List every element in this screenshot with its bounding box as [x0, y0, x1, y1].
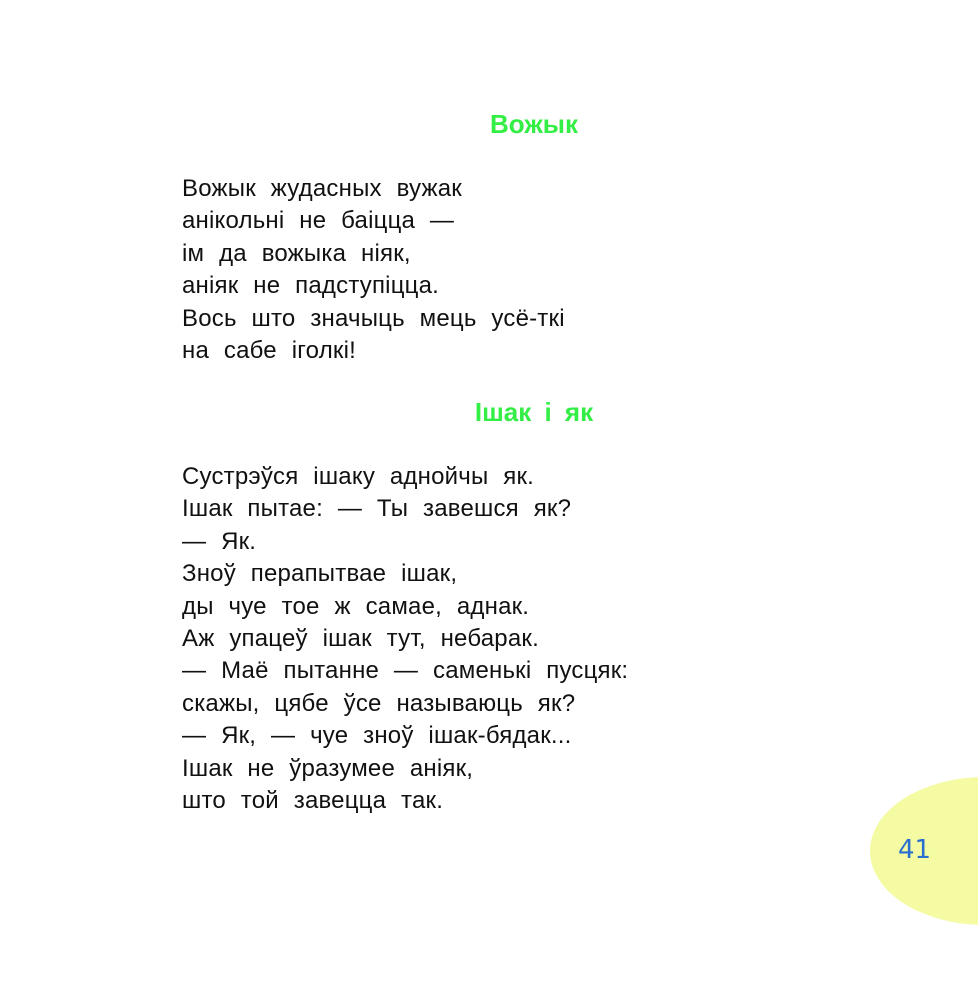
- poem-line: Зноў перапытвае ішак,: [182, 560, 458, 588]
- poem-line: што той завецца так.: [182, 786, 444, 814]
- poem-line: аніяк не падступіцца.: [182, 272, 440, 300]
- poem-line: Вожык жудасных вужак: [182, 175, 463, 202]
- poem-title-ishak-i-yak: Ішак і як: [474, 397, 594, 427]
- poem-line: Вось што значыць мець усё-ткі: [182, 304, 565, 332]
- poem-line: — Як, — чуе зноў ішак-бядак...: [182, 722, 572, 750]
- poem-body-ishak-i-yak: [182, 461, 628, 817]
- poem-line: Ішак не ўразумее аніяк,: [182, 754, 474, 782]
- poem-line: — Як.: [182, 527, 257, 555]
- poem-line: ды чуе тое ж самае, аднак.: [182, 592, 530, 620]
- poem-line: — Маё пытанне — саменькі пусцяк:: [182, 657, 629, 685]
- page-number: 41: [898, 835, 932, 865]
- poem-line: анікольні не баіцца —: [182, 207, 455, 235]
- poem-body-vozhyk: [182, 173, 565, 367]
- poem-line: скажы, цябе ўсе называюць як?: [182, 689, 576, 717]
- poem-line: Аж упацеў ішак тут, небарак.: [182, 624, 539, 652]
- poem-line: ім да вожыка ніяк,: [182, 239, 411, 267]
- poem-line: Сустрэўся ішаку аднойчы як.: [182, 463, 535, 490]
- poem-line: Ішак пытае: — Ты завешся як?: [182, 495, 572, 523]
- poem-line: на сабе іголкі!: [182, 336, 356, 364]
- poem-title-vozhyk: Вожык: [490, 109, 578, 139]
